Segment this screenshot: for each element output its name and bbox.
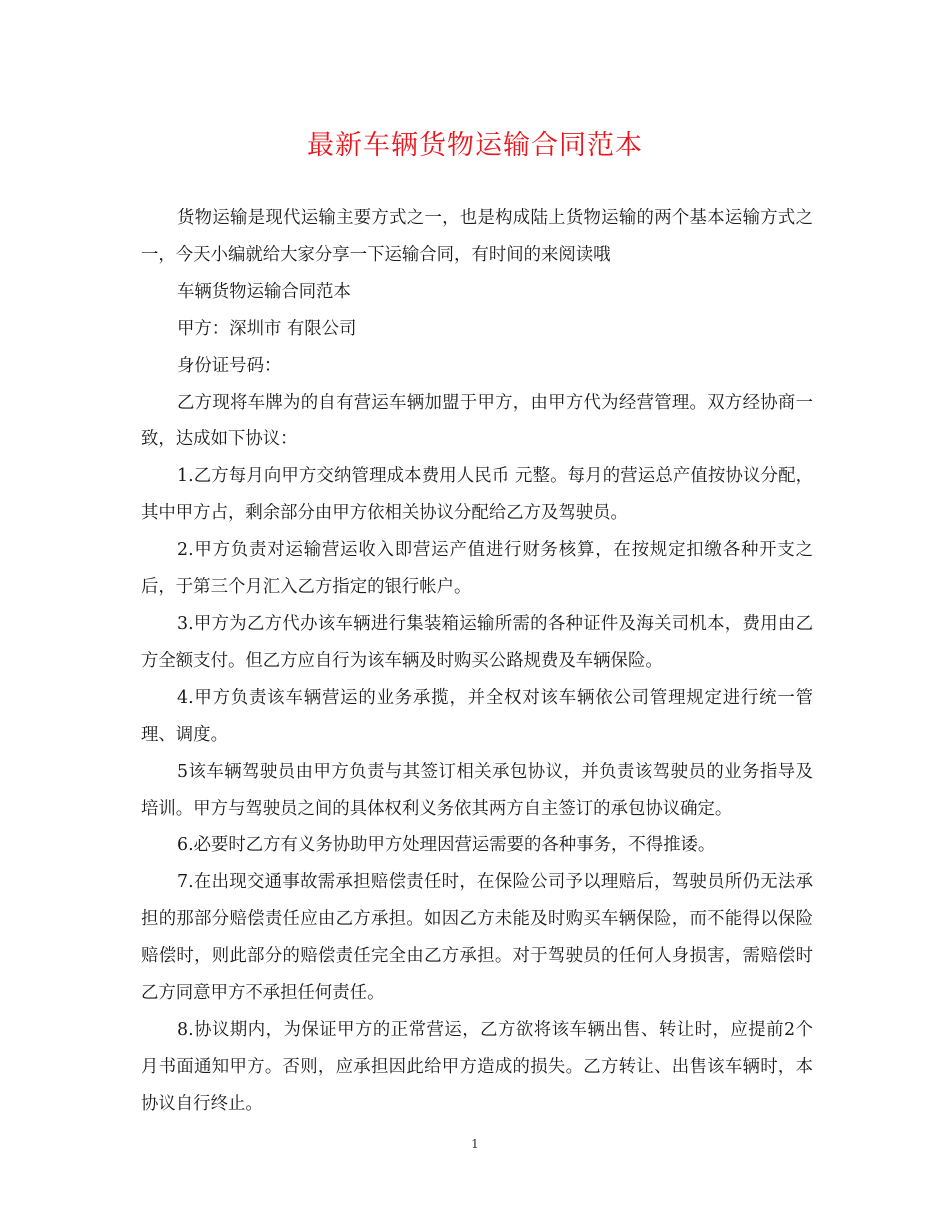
- clause-6: 6.必要时乙方有义务协助甲方处理因营运需要的各种事务，不得推诿。: [177, 835, 716, 856]
- clause-2: 2.甲方负责对运输营运收入即营运产值进行财务核算，在按规定扣缴各种开支之后，于第三个月汇入乙方指定的银行帐户。: [141, 540, 813, 598]
- party-a-line: 甲方：深圳市 有限公司: [177, 318, 357, 339]
- clause-8: 8.协议期内，为保证甲方的正常营运，乙方欲将该车辆出售、转让时，应提前2个月书面通知甲方。否则，应承担因此给甲方造成的损失。乙方转让、出售该车辆时，本协议自行终止。: [141, 1019, 813, 1114]
- clause-5: 5该车辆驾驶员由甲方负责与其签订相关承包协议，并负责该驾驶员的业务指导及培训。甲方与驾驶员之间的具体权利义务依其两方自主签订的承包协议确定。: [141, 761, 813, 819]
- page-number: 1: [471, 1137, 479, 1151]
- intro-paragraph: 货物运输是现代运输主要方式之一，也是构成陆上货物运输的两个基本运输方式之一，今天小编就给大家分享一下运输合同，有时间的来阅读哦: [141, 208, 813, 265]
- clause-4: 4.甲方负责该车辆营运的业务承揽，并全权对该车辆依公司管理规定进行统一管理、调度。: [141, 687, 813, 745]
- clause-1: 1.乙方每月向甲方交纳管理成本费用人民币 元整。每月的营运总产值按协议分配，其中甲方占，剩余部分由甲方依相关协议分配给乙方及驾驶员。: [141, 466, 813, 524]
- preamble-paragraph: 乙方现将车牌为的自有营运车辆加盟于甲方，由甲方代为经营管理。双方经协商一致，达成如下协议：: [141, 392, 813, 450]
- id-number-line: 身份证号码：: [177, 355, 282, 376]
- contract-heading: 车辆货物运输合同范本: [177, 281, 351, 302]
- document-body: [141, 200, 813, 1123]
- document-title: 最新车辆货物运输合同范本: [307, 130, 643, 161]
- clause-7: 7.在出现交通事故需承担赔偿责任时，在保险公司予以理赔后，驾驶员所仍无法承担的那部分赔偿责任应由乙方承担。如因乙方未能及时购买车辆保险，而不能得以保险赔偿时，则此部分的赔偿责任完全由乙方承担。对于驾驶员的任何人身损害，需赔偿时乙方同意甲方不承担任何责任。: [141, 872, 813, 1004]
- clause-3: 3.甲方为乙方代办该车辆进行集装箱运输所需的各种证件及海关司机本，费用由乙方全额支付。但乙方应自行为该车辆及时购买公路规费及车辆保险。: [141, 613, 813, 671]
